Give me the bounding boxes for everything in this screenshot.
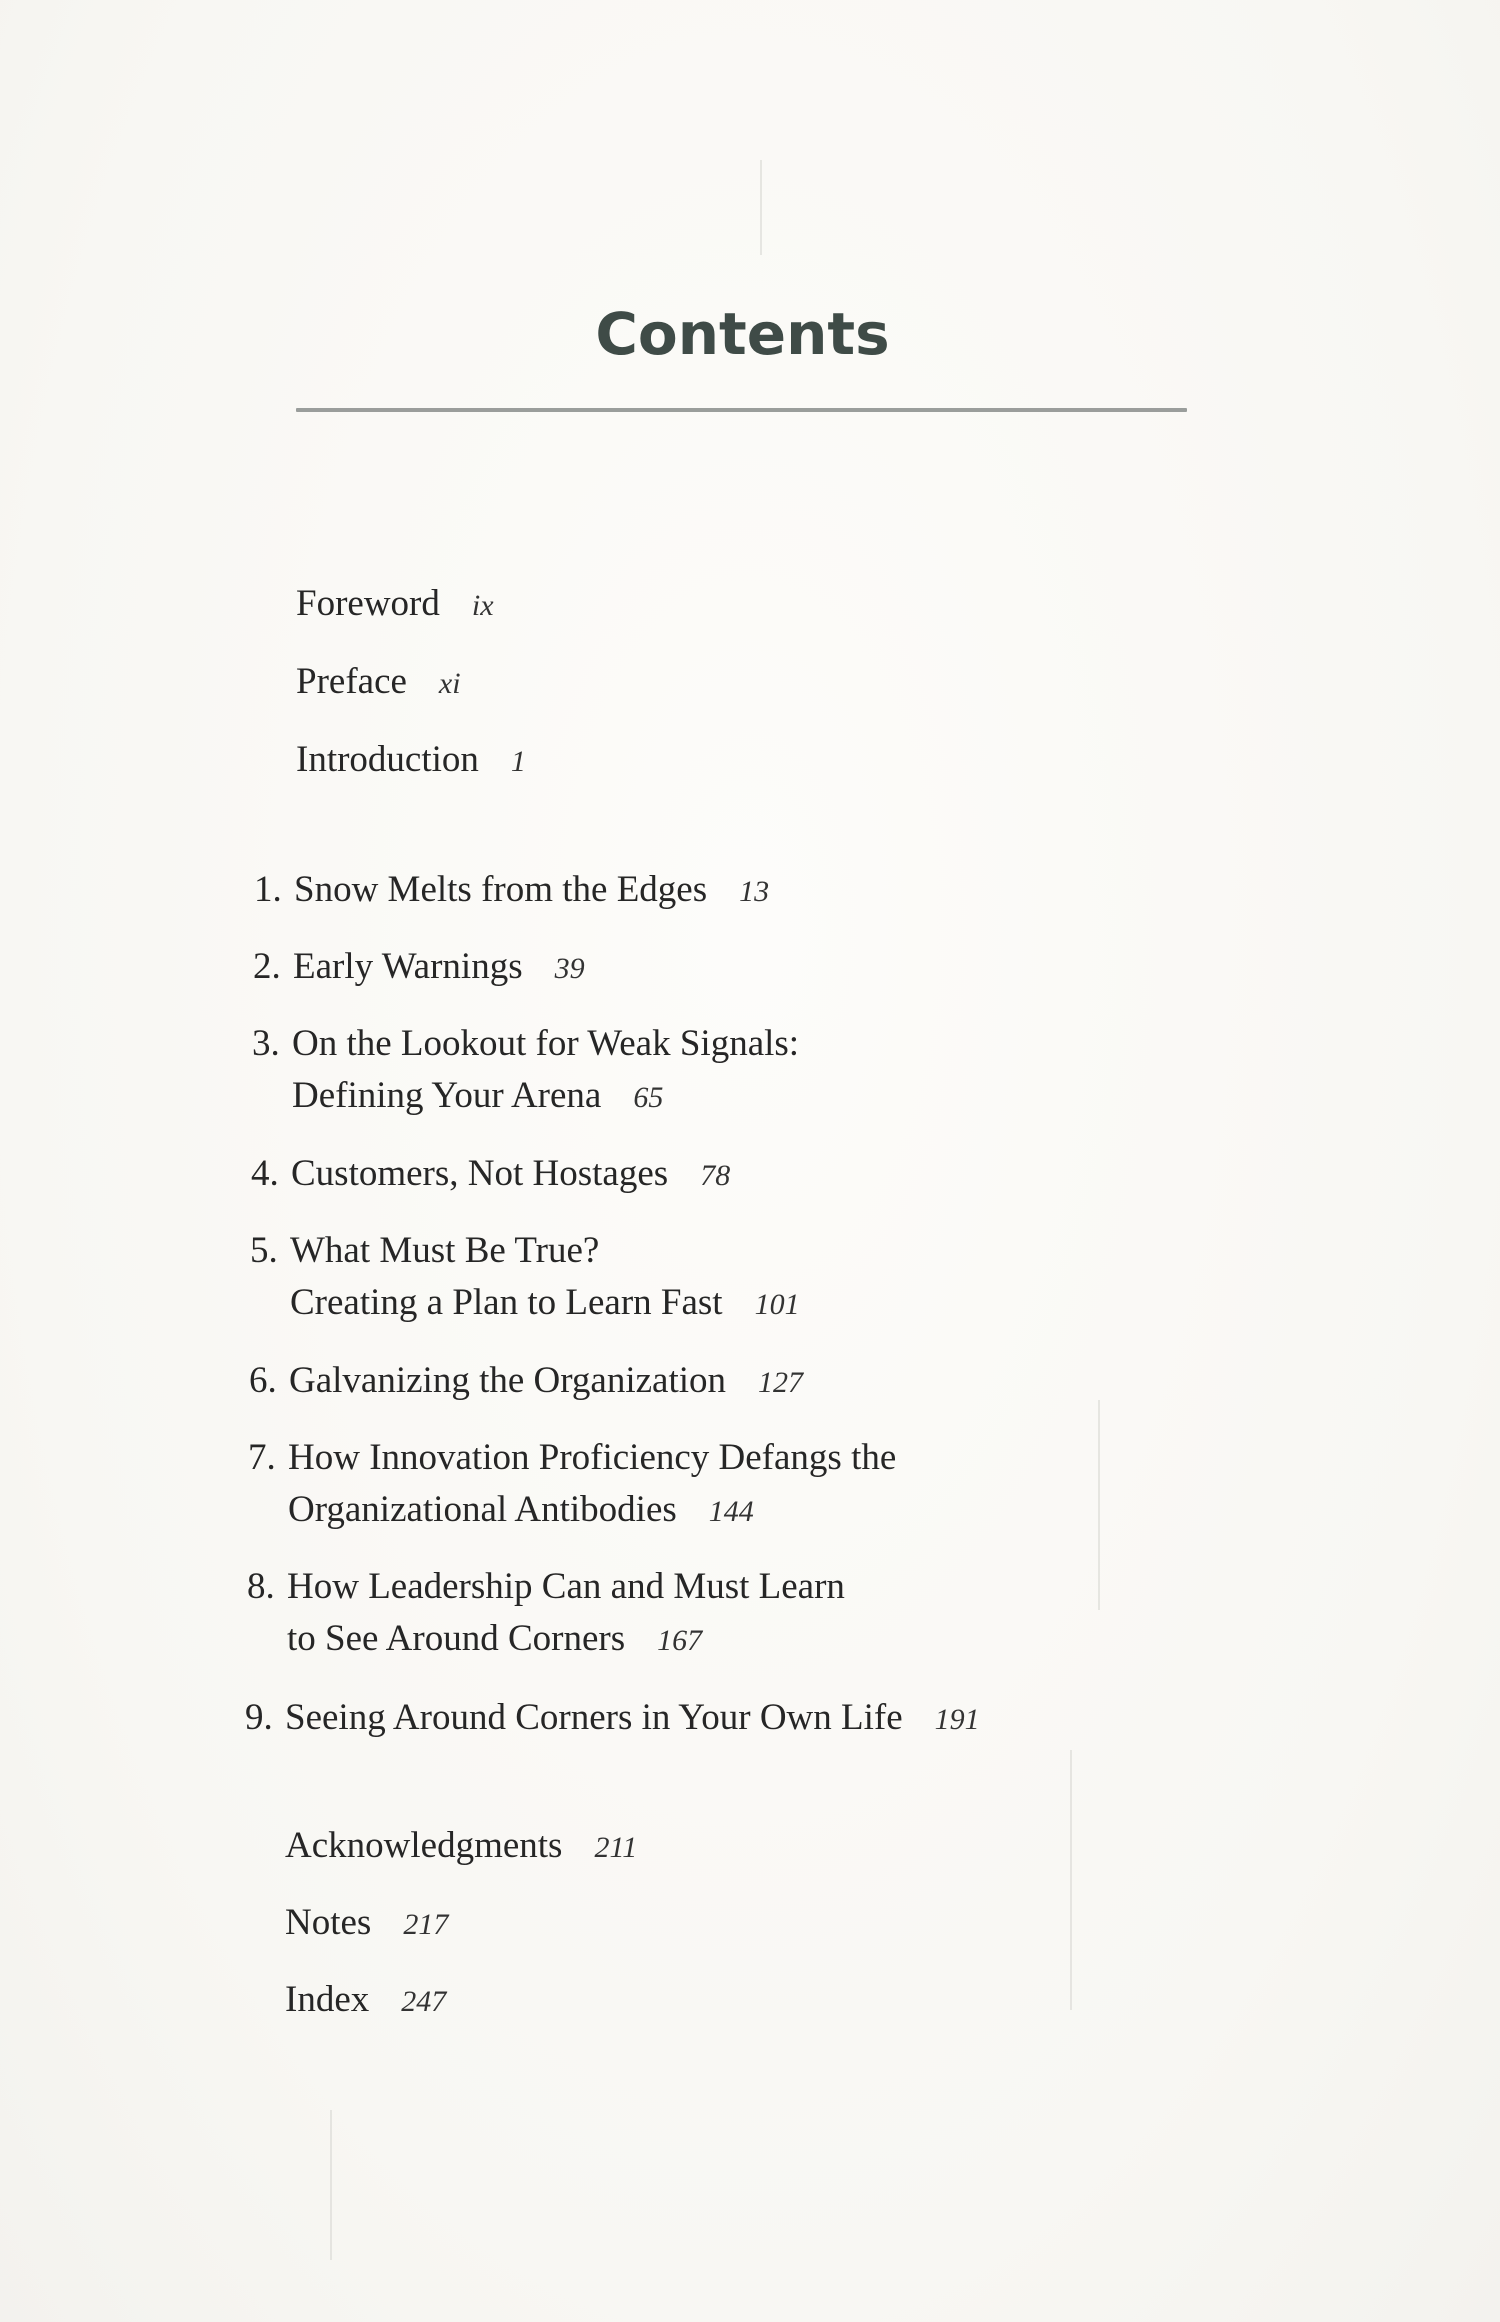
entry-label: Preface xyxy=(296,661,407,702)
chapter-title-continued: Defining Your Arena xyxy=(292,1075,602,1116)
scan-artifact xyxy=(1098,1400,1100,1610)
entry-page-number: xi xyxy=(438,667,461,700)
entry-page-number: 217 xyxy=(403,1908,449,1941)
chapter-title: Snow Melts from the Edges xyxy=(294,869,708,910)
toc-chapter-5 xyxy=(250,1225,800,1331)
entry-page-number: 247 xyxy=(401,1985,447,2018)
entry-label: Notes xyxy=(285,1902,372,1943)
entry-label: Index xyxy=(285,1979,370,2020)
chapter-title: On the Lookout for Weak Signals: xyxy=(292,1023,800,1064)
toc-entry-index xyxy=(285,1974,446,2028)
entry-label: Acknowledgments xyxy=(285,1825,563,1866)
entry-page-number: 39 xyxy=(554,952,585,985)
toc-entry-preface xyxy=(296,656,461,710)
chapter-title: What Must Be True? xyxy=(290,1230,600,1271)
chapter-number: 1. xyxy=(254,869,282,910)
chapter-title: How Innovation Proficiency Defangs the xyxy=(288,1437,897,1478)
entry-label: Introduction xyxy=(296,739,479,780)
chapter-number: 9. xyxy=(245,1697,273,1738)
toc-chapter-9 xyxy=(245,1692,980,1746)
chapter-number: 5. xyxy=(250,1230,278,1271)
toc-chapter-1 xyxy=(254,864,769,918)
scan-artifact xyxy=(760,160,762,255)
chapter-number: 3. xyxy=(252,1023,280,1064)
chapter-number: 4. xyxy=(251,1153,279,1194)
chapter-number: 7. xyxy=(248,1437,276,1478)
entry-page-number: 101 xyxy=(754,1288,800,1321)
entry-page-number: 78 xyxy=(700,1159,731,1192)
toc-entry-notes xyxy=(285,1897,448,1951)
chapter-number: 2. xyxy=(253,946,281,987)
toc-chapter-3 xyxy=(252,1018,799,1124)
toc-chapter-2 xyxy=(253,941,585,995)
entry-page-number: 127 xyxy=(758,1366,804,1399)
scan-artifact xyxy=(330,2110,332,2260)
chapter-title: How Leadership Can and Must Learn xyxy=(287,1566,845,1607)
entry-page-number: 211 xyxy=(594,1831,638,1864)
page-title: Contents xyxy=(595,300,890,368)
toc-chapter-4 xyxy=(251,1148,730,1202)
entry-page-number: 13 xyxy=(739,875,770,908)
chapter-number: 6. xyxy=(249,1360,277,1401)
toc-chapter-7 xyxy=(248,1432,896,1538)
scan-artifact xyxy=(1070,1750,1072,2010)
entry-page-number: 144 xyxy=(708,1495,754,1528)
entry-page-number: 1 xyxy=(510,745,526,778)
chapter-title: Seeing Around Corners in Your Own Life xyxy=(285,1697,903,1738)
toc-entry-acknowledgments xyxy=(285,1820,637,1874)
chapter-title: Early Warnings xyxy=(293,946,523,987)
toc-entry-foreword xyxy=(296,578,494,632)
title-rule xyxy=(296,408,1187,412)
toc-chapter-8 xyxy=(247,1561,845,1667)
entry-page-number: 167 xyxy=(657,1624,703,1657)
toc-entry-introduction xyxy=(296,734,526,788)
entry-page-number: ix xyxy=(471,589,494,622)
chapter-title-continued: to See Around Corners xyxy=(287,1618,626,1659)
entry-page-number: 191 xyxy=(934,1703,980,1736)
chapter-title-continued: Organizational Antibodies xyxy=(288,1489,677,1530)
entry-label: Foreword xyxy=(296,583,440,624)
chapter-number: 8. xyxy=(247,1566,275,1607)
toc-chapter-6 xyxy=(249,1355,803,1409)
chapter-title: Customers, Not Hostages xyxy=(291,1153,669,1194)
chapter-title: Galvanizing the Organization xyxy=(289,1360,727,1401)
chapter-title-continued: Creating a Plan to Learn Fast xyxy=(290,1282,723,1323)
entry-page-number: 65 xyxy=(633,1081,664,1114)
